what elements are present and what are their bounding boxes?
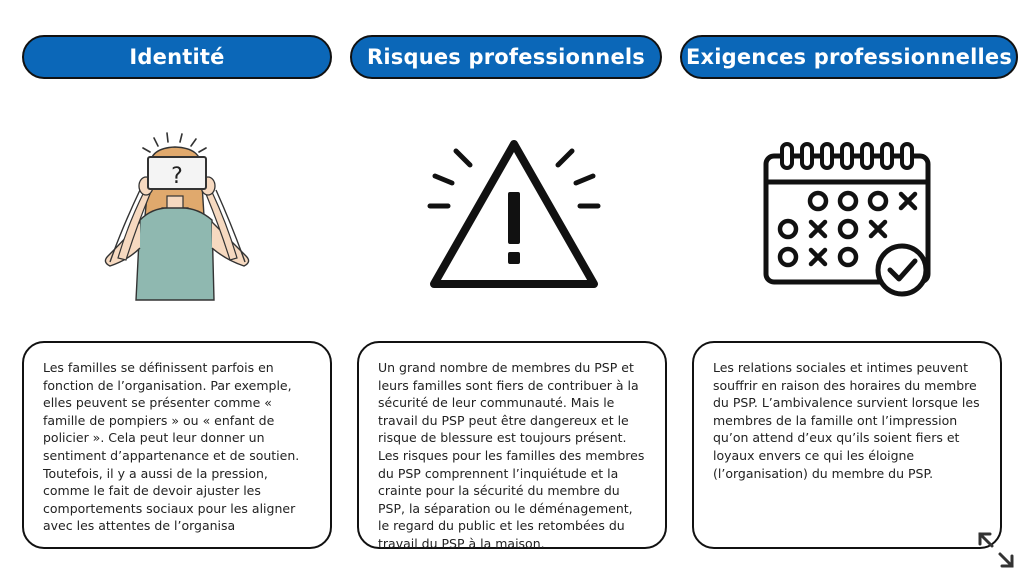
calendar-schedule-icon	[760, 138, 936, 302]
expand-arrows-icon[interactable]	[974, 528, 1018, 577]
header-exigences-professionnelles	[680, 35, 1018, 79]
card-identite-text: Les familles se définissent parfois en fonction de l’organisation. Par exemple, elles peuvent se présenter comme « famille de pompiers » ou « enfant de policier ». Cela peut leur donner un sentiment d’appartenance et de soutien. Toutefois, il y a aussi de la pression, comme le fait de devoir ajuster les comportements sociaux pour les aligner avec les attentes de l’organisa	[43, 360, 300, 534]
card-risques-text: Un grand nombre de membres du PSP et leurs familles sont fiers de contribuer à la sécurité de leur communauté. Mais le travail du PSP peut être dangereux et le risque de blessure est toujours présent. Les risques pour les familles des membres du PSP comprennent l’inquiétude et la crainte pour la sécurité du membre du PSP, la séparation ou le déménagement, le regard du public et les retombées du travail du PSP à la maison.	[378, 360, 645, 551]
header-identite-label: Identité	[129, 45, 225, 69]
card-exigences-professionnelles	[692, 341, 1002, 549]
header-identite	[22, 35, 332, 79]
sign-question-mark: ?	[171, 164, 183, 189]
card-identite	[22, 341, 332, 549]
header-risques-professionnels	[350, 35, 662, 79]
header-risques-label: Risques professionnels	[367, 45, 645, 69]
person-question-sign-icon	[100, 132, 260, 304]
warning-triangle-icon	[426, 138, 602, 290]
card-exigences-text: Les relations sociales et intimes peuvent souffrir en raison des horaires du membre du PSP. L’ambivalence survient lorsque les membres de la famille ont l’impression qu’on attend d’eux qu’ils soient fiers et loyaux envers ce qui les éloigne (l’organisation) du membre du PSP.	[713, 360, 980, 481]
header-exigences-label: Exigences professionnelles	[685, 45, 1013, 69]
card-risques-professionnels	[357, 341, 667, 549]
